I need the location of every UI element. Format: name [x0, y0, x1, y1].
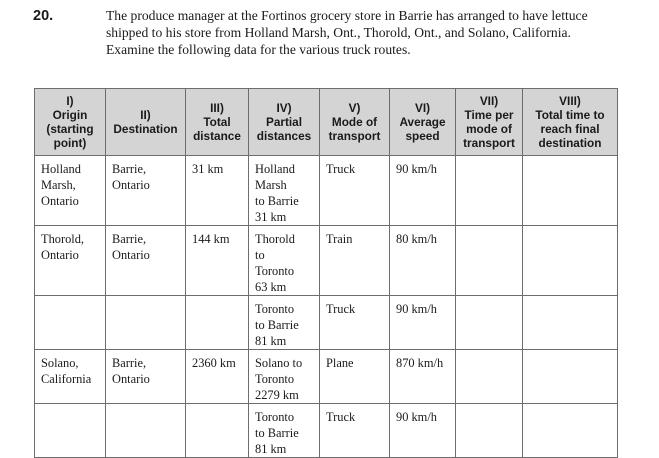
cell-line: 31 km: [255, 210, 287, 224]
header-line: transport: [463, 136, 515, 150]
cell-origin: [35, 350, 106, 404]
cell-line: 2360 km: [192, 356, 236, 370]
cell-time-per-mode: [456, 350, 523, 404]
cell-line: to Barrie: [255, 426, 299, 440]
cell-line: 870 km/h: [396, 356, 444, 370]
cell-time-per-mode: [456, 296, 523, 350]
header-line: Mode of: [331, 115, 378, 129]
header-total-time: [523, 89, 618, 156]
cell-total-distance: [186, 226, 249, 296]
header-line: II): [140, 108, 151, 122]
cell-line: Toronto: [255, 410, 295, 424]
cell-partial-distances: [249, 226, 320, 296]
cell-time-per-mode: [456, 156, 523, 226]
header-line: V): [348, 101, 361, 115]
cell-time-per-mode: [456, 226, 523, 296]
header-line: distance: [193, 129, 241, 143]
header-mode-of-transport: [320, 89, 390, 156]
header-line: VI): [414, 101, 431, 115]
table-row: [35, 226, 618, 296]
header-line: distances: [256, 129, 312, 143]
cell-average-speed: [390, 404, 456, 458]
header-line: speed: [405, 129, 440, 143]
header-total-distance: [186, 89, 249, 156]
cell-line: to Barrie: [255, 194, 299, 208]
header-line: Partial: [265, 115, 303, 129]
cell-line: Holland: [255, 162, 295, 176]
cell-line: Marsh: [255, 178, 287, 192]
table-row: [35, 156, 618, 226]
cell-line: Thorold,: [41, 232, 85, 246]
cell-total-distance: [186, 404, 249, 458]
cell-average-speed: [390, 296, 456, 350]
cell-line: Ontario: [112, 248, 150, 262]
header-line: I): [66, 94, 74, 108]
question-line: shipped to his store from Holland Marsh, Ont., Thorold, Ont., and Solano, California.: [106, 25, 571, 40]
cell-line: Plane: [326, 356, 354, 370]
cell-partial-distances: [249, 350, 320, 404]
cell-line: 90 km/h: [396, 410, 437, 424]
cell-destination: [106, 226, 186, 296]
cell-total-time: [523, 296, 618, 350]
header-line: mode of: [466, 122, 512, 136]
table-row: [35, 404, 618, 458]
header-line: point): [53, 136, 87, 150]
header-origin: [35, 89, 106, 156]
cell-line: California: [41, 372, 92, 386]
table-row: [35, 350, 618, 404]
cell-mode-of-transport: [320, 404, 390, 458]
cell-line: Barrie,: [112, 356, 147, 370]
cell-line: Toronto: [255, 264, 295, 278]
cell-line: Barrie,: [112, 162, 147, 176]
cell-total-time: [523, 226, 618, 296]
cell-line: 90 km/h: [396, 302, 437, 316]
cell-line: Train: [326, 232, 353, 246]
question-number: 20.: [33, 8, 54, 24]
header-line: transport: [328, 129, 381, 143]
question-text: [106, 7, 636, 58]
cell-partial-distances: [249, 296, 320, 350]
cell-line: Truck: [326, 302, 356, 316]
cell-line: 63 km: [255, 280, 287, 294]
cell-line: 144 km: [192, 232, 230, 246]
cell-time-per-mode: [456, 404, 523, 458]
cell-line: Solano to: [255, 356, 303, 370]
cell-mode-of-transport: [320, 296, 390, 350]
cell-total-distance: [186, 350, 249, 404]
header-line: Total time to: [535, 108, 605, 122]
cell-line: Ontario: [41, 194, 79, 208]
header-line: Destination: [113, 122, 178, 136]
header-line: IV): [276, 101, 292, 115]
question-line: The produce manager at the Fortinos grocery store in Barrie has arranged to have lettuce: [106, 8, 588, 23]
header-line: Total: [203, 115, 231, 129]
truck-routes-table: [34, 88, 618, 458]
cell-line: Toronto: [255, 302, 295, 316]
header-partial-distances: [249, 89, 320, 156]
cell-total-distance: [186, 296, 249, 350]
header-line: reach final: [540, 122, 600, 136]
header-line: Average: [399, 115, 446, 129]
cell-line: 31 km: [192, 162, 224, 176]
cell-origin: [35, 156, 106, 226]
header-line: (starting: [46, 122, 94, 136]
cell-total-time: [523, 350, 618, 404]
cell-line: to: [255, 248, 265, 262]
cell-mode-of-transport: [320, 226, 390, 296]
cell-line: Truck: [326, 410, 356, 424]
table-body: [35, 156, 618, 458]
cell-line: 81 km: [255, 442, 287, 456]
cell-line: Ontario: [112, 178, 150, 192]
cell-line: 81 km: [255, 334, 287, 348]
cell-line: 80 km/h: [396, 232, 437, 246]
cell-average-speed: [390, 156, 456, 226]
cell-destination: [106, 404, 186, 458]
cell-line: Solano,: [41, 356, 79, 370]
header-average-speed: [390, 89, 456, 156]
cell-total-time: [523, 404, 618, 458]
cell-partial-distances: [249, 404, 320, 458]
header-line: Origin: [52, 108, 88, 122]
header-destination: [106, 89, 186, 156]
cell-origin: [35, 404, 106, 458]
cell-destination: [106, 156, 186, 226]
cell-average-speed: [390, 226, 456, 296]
header-row: [35, 89, 618, 156]
cell-line: Toronto: [255, 372, 295, 386]
cell-partial-distances: [249, 156, 320, 226]
cell-line: 90 km/h: [396, 162, 437, 176]
header-line: VII): [479, 94, 499, 108]
header-line: Time per: [464, 108, 514, 122]
cell-total-distance: [186, 156, 249, 226]
cell-line: Truck: [326, 162, 356, 176]
cell-destination: [106, 296, 186, 350]
cell-line: Barrie,: [112, 232, 147, 246]
cell-line: Thorold: [255, 232, 295, 246]
table-row: [35, 296, 618, 350]
cell-line: Marsh,: [41, 178, 76, 192]
header-line: III): [210, 101, 224, 115]
header-line: VIII): [559, 94, 581, 108]
cell-line: Ontario: [112, 372, 150, 386]
question-line: Examine the following data for the various truck routes.: [106, 42, 411, 57]
cell-origin: [35, 296, 106, 350]
cell-line: 2279 km: [255, 388, 299, 402]
header-line: destination: [538, 136, 602, 150]
cell-mode-of-transport: [320, 350, 390, 404]
cell-line: Ontario: [41, 248, 79, 262]
cell-origin: [35, 226, 106, 296]
header-time-per-mode: [456, 89, 523, 156]
cell-line: to Barrie: [255, 318, 299, 332]
cell-mode-of-transport: [320, 156, 390, 226]
cell-line: Holland: [41, 162, 81, 176]
cell-destination: [106, 350, 186, 404]
cell-total-time: [523, 156, 618, 226]
cell-average-speed: [390, 350, 456, 404]
